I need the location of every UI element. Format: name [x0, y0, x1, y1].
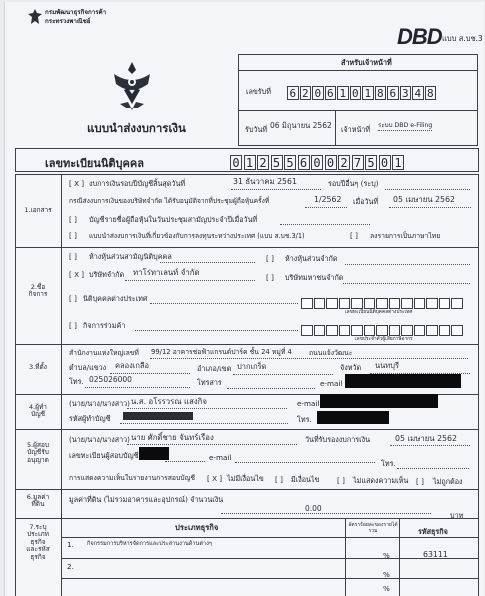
s1-check4[interactable]: [ ] [69, 231, 77, 240]
s5-reg-label: เลขทะเบียนผู้สอบบัญชี [69, 451, 139, 460]
s3-district: ปากเกร็ด [237, 362, 267, 371]
s3-email-label: e-mail [320, 379, 343, 388]
s5-op1-check[interactable]: [ X ] [207, 474, 223, 483]
s1-thai-language: ลงรายการเป็นภาษาไทย [370, 232, 441, 240]
section5-label: 5.ผู้สอบ บัญชีรับ อนุญาต [26, 441, 49, 464]
s7-row1-no: 1. [67, 540, 74, 549]
s3-district-label: อำเภอ/เขต [197, 364, 232, 373]
received-date-label: รับวันที่ [245, 125, 268, 134]
s6-unit: บาท [450, 511, 464, 520]
officer-value: ระบบ DBD e-Filing [378, 123, 432, 131]
form-code: แบบ ส.บช.3 [442, 34, 483, 43]
s2-ordinary-partnership: ห้างหุ้นส่วนสามัญนิติบุคคล [89, 252, 172, 261]
s1-fiscal-date: 31 ธันวาคม 2561 [233, 177, 297, 186]
s3-hq-label: สำนักงานแห่งใหญ่เลขที่ [69, 349, 139, 357]
s1-approval-text: กรณีส่งงบการเงินของบริษัทจำกัด ได้รับอนุมัติจากที่ประชุมผู้ถือหุ้นครั้งที่ [69, 197, 270, 205]
s2-check2[interactable]: [ ] [266, 254, 274, 263]
s6-land-amount: 0.00 [305, 504, 322, 513]
s1-check3[interactable]: [ ] [69, 215, 77, 224]
s3-tel-label: โทร. [69, 377, 84, 386]
s5-auditor-name: นาย ศักดิ์ชาย จันทร์เรือง [131, 433, 214, 442]
section2-label: 2.ชื่อ กิจการ [28, 283, 48, 299]
s7-col-percent: อัตราร้อยละของรายได้รวม [348, 522, 398, 534]
s3-road: ถนนแจ้งวัฒนะ [309, 349, 353, 357]
s1-fiscal-label: งบการเงินรอบปีบัญชีสิ้นสุดวันที่ [89, 179, 186, 188]
s4-id-label: รหัสผู้ทำบัญชี [69, 414, 111, 423]
s5-op1: ไม่มีเงื่อนไข [227, 474, 264, 483]
s2-company-name: ทาโร่ทาเลนท์ จำกัด [133, 268, 200, 277]
s2-joint-venture: กิจการร่วมค้า [83, 321, 126, 330]
s5-op4: ไม่ถูกต้อง [433, 477, 463, 486]
s3-province-label: จังหวัด [340, 363, 362, 372]
s5-op3-check[interactable]: [ ] [337, 476, 345, 485]
s3-fax-label: โทรสาร [197, 378, 222, 387]
s1-shareholder-list: บัญชีรายชื่อผู้ถือหุ้นในวันประชุมสามัญประจำปีเมื่อวันที่ [89, 215, 258, 224]
section7-label: 7.ระบุ ประเภท ธุรกิจ และรหัส ธุรกิจ [26, 523, 50, 561]
s1-meeting-date: 05 เมษายน 2562 [393, 195, 455, 204]
s3-tel: 025026000 [89, 375, 132, 384]
receipt-number: 6 2 0 6 1 0 1 8 6 3 4 8 [287, 82, 437, 101]
s5-op4-check[interactable]: [ ] [416, 477, 424, 486]
section3-label: 3.ที่ตั้ง [29, 363, 47, 371]
s2-company-limited: บริษัทจำกัด [89, 270, 125, 279]
section1-label: 1.เอกสาร [24, 206, 52, 214]
s1-when-label: เมื่อวันที่ [353, 197, 379, 206]
s1-check1[interactable]: [ X ] [69, 179, 85, 188]
s2-check3[interactable]: [ X ] [69, 270, 85, 279]
s5-name-label: (นาย/นาง/นางสาว) [69, 435, 130, 444]
s5-op3: ไม่แสดงความเห็น [353, 476, 409, 485]
s5-tel-label: โทร. [381, 459, 396, 468]
ministry-line1: กรมพัฒนาธุรกิจการค้า [45, 9, 107, 16]
s4-tel-label: โทร. [297, 415, 312, 424]
s5-op2-check[interactable]: [ ] [275, 475, 283, 484]
section6-label: 6.มูลค่า ที่ดิน [26, 493, 50, 509]
s5-sign-label: วันที่รับรองงบการเงิน [305, 435, 370, 444]
s4-email-label: e-mail [297, 399, 320, 408]
s5-reg-redacted [139, 447, 169, 460]
s2-check6[interactable]: [ ] [69, 321, 77, 330]
s2-check5[interactable]: [ ] [69, 294, 77, 303]
officer-label: เจ้าหน้าที่ [341, 125, 371, 134]
s4-name-label: (นาย/นาง/นางสาว) [69, 399, 130, 408]
s5-opinion-label: การแสดงความเห็นในรายงานการสอบบัญชี [69, 474, 195, 482]
dbd-logo: DBD [397, 24, 442, 49]
official-use-title: สำหรับเจ้าหน้าที่ [341, 58, 392, 67]
s6-land-value-label: มูลค่าที่ดิน (ไม่รวมอาคารและอุปกรณ์) จำนวนเงิน [69, 495, 224, 504]
s4-tel-redacted [317, 411, 389, 424]
s7-row1-desc: กิจกรรมการบริหารจัดการและประสานงานด้านต่างๆ [87, 541, 212, 547]
s2-note2: เลขประจำตัวผู้เสียภาษีอากร [355, 337, 413, 342]
s7-row2-no: 2. [67, 562, 74, 571]
garuda-emblem [108, 60, 156, 112]
form-title: แบบนำส่งงบการเงิน [87, 121, 186, 135]
received-date: 06 มิถุนายน 2562 [270, 121, 332, 130]
s4-email-redacted [320, 394, 438, 408]
s7-row1-code: 63111 [423, 550, 448, 559]
garuda-emblem-small [27, 8, 43, 26]
s3-email-redacted [345, 374, 461, 388]
registration-label: เลขทะเบียนนิติบุคคล [45, 157, 144, 170]
s7-row1-pct: % [383, 551, 390, 560]
s2-foreign-entity: นิติบุคคลต่างประเทศ [83, 294, 148, 303]
receipt-label: เลขรับที่ [246, 87, 271, 96]
s2-note1: เลขทะเบียนนิติบุคคลต่างประเทศ [345, 310, 413, 315]
s4-id-redacted [123, 412, 193, 420]
form-sheet [4, 2, 484, 596]
s1-other-period: รอบปีอื่นๆ (ระบุ) [328, 179, 379, 188]
s3-hq-address: 99/12 อาคารช่อฟ้าแกรนด์ปาร์ค ชั้น 24 หมู่ที่ 4 [151, 348, 292, 356]
s3-subdistrict: คลองเกลือ [115, 361, 149, 370]
s5-sign-date: 05 เมษายน 2562 [395, 434, 457, 443]
s1-check5[interactable]: [ ] [350, 231, 358, 240]
section4-label: 4.ผู้ทำ บัญชี [29, 403, 47, 419]
s3-province: นนทบุรี [375, 361, 399, 370]
s7-col-code: รหัสธุรกิจ [418, 527, 448, 536]
s7-row3-pct: % [383, 584, 390, 593]
s1-intl-investment: แบบนำส่งงบการเงินที่เกี่ยวข้องกับการลงทุนระหว่างประเทศ (แบบ ส.บช.3/1) [89, 232, 305, 240]
s2-limited-partnership: ห้างหุ้นส่วนจำกัด [285, 254, 338, 263]
s4-accountant-name: น.ส. อโรรวรณ แสงกิจ [131, 397, 207, 406]
ministry-line2: กระทรวงพาณิชย์ [45, 18, 91, 25]
s3-subdistrict-label: ตำบล/แขวง [69, 363, 107, 372]
s2-public-company: บริษัทมหาชนจำกัด [285, 273, 344, 282]
s7-col-type: ประเภทธุรกิจ [175, 523, 219, 532]
s7-row2-pct: % [383, 570, 390, 579]
registration-number: 0 1 2 5 5 6 0 0 2 7 5 0 1 [230, 152, 406, 171]
s5-email-label: e-mail [209, 453, 232, 462]
s2-check1[interactable]: [ ] [69, 252, 77, 261]
s5-op2: มีเงื่อนไข [291, 475, 320, 484]
s1-meeting-no: 1/2562 [314, 195, 342, 204]
s2-check4[interactable]: [ ] [266, 273, 274, 282]
